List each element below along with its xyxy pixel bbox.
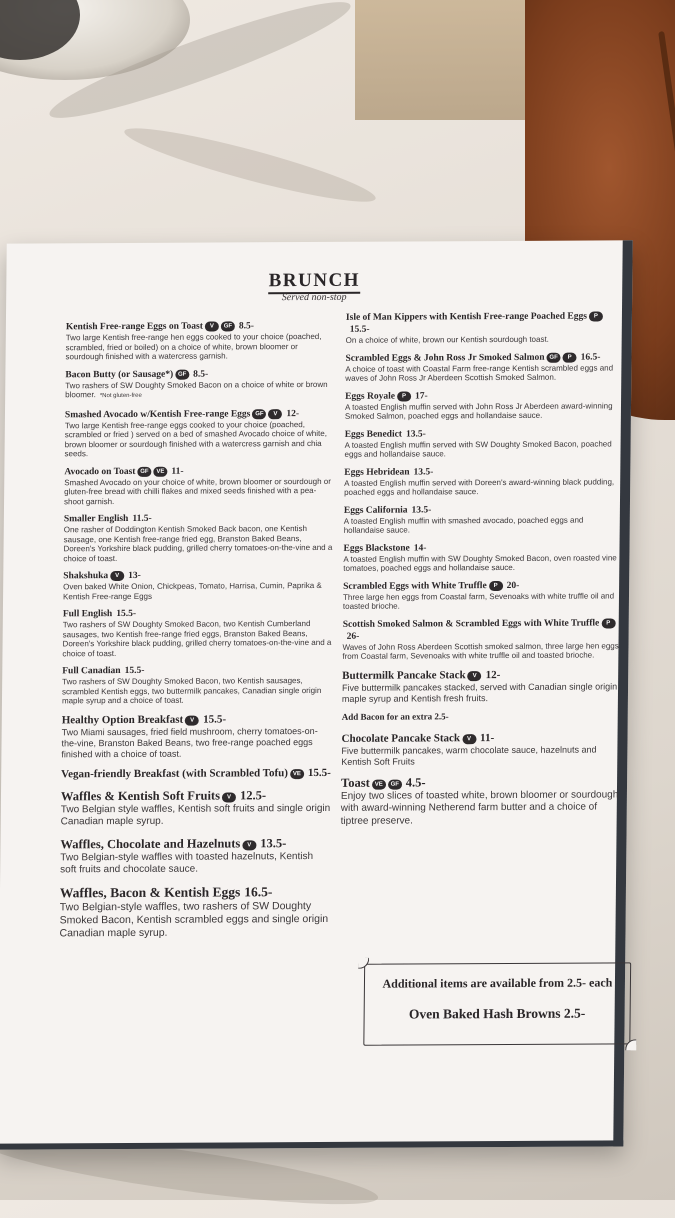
menu-item [345, 389, 625, 421]
menu-item-price: 14- [413, 542, 427, 553]
dietary-badge-icon: V [205, 321, 219, 331]
menu-item [60, 834, 330, 876]
menu-item-name [61, 786, 331, 803]
menu-item-description: A choice of toast with Coastal Farm free-range Kentish scrambled eggs and waves of John Ross Jr Aberdeen Scottish Smoked Salmon. [345, 362, 614, 383]
left-column [59, 320, 336, 947]
menu-card [0, 240, 633, 1149]
dietary-badge-icon: V [110, 571, 124, 581]
item-title: Waffles, Bacon & Kentish Eggs [59, 883, 241, 900]
menu-item-price: 16.5- [580, 351, 601, 363]
dietary-badge-icon: V [242, 840, 256, 850]
menu-item [61, 786, 331, 828]
menu-item-price: 15.5- [307, 766, 331, 779]
menu-item-price: 13.5- [260, 835, 287, 850]
menu-item-name [62, 711, 332, 726]
add-bacon-note: Add Bacon for an extra 2.5- [341, 710, 449, 722]
dietary-badge-icon: GF [221, 321, 235, 331]
item-title: Scrambled Eggs with White Truffle [343, 580, 487, 592]
menu-item-description: On a choice of white, brown our Kentish sourdough toast. [345, 334, 549, 345]
menu-item-price: 13- [128, 570, 141, 581]
menu-item [65, 407, 336, 458]
item-title: Eggs California [343, 505, 408, 516]
menu-item-name [60, 834, 330, 851]
menu-item-description: One rasher of Doddington Kentish Smoked Back bacon, one Kentish sausage, one Kentish free-range fried egg, Branston Baked Beans, Doreen's Yorkshire black pudding, grilled cherry tomatoes-on-the-vine and a choice of toast. [63, 524, 333, 563]
menu-subtitle: Served non-stop [281, 291, 347, 304]
dietary-badge-icon: VE [372, 779, 386, 789]
dietary-badge-icon: VE [290, 769, 304, 779]
menu-item-description: Two rashers of SW Doughty Smoked Bacon on a choice of white or brown bloomer. *Not gluten-free [65, 379, 328, 400]
item-title: Eggs Hebridean [344, 466, 410, 478]
menu-item-price: 15.5- [349, 324, 370, 335]
additional-items-text: Additional items are available from 2.5- each [382, 975, 613, 991]
menu-item [341, 773, 622, 828]
menu-item-price: 17- [414, 390, 428, 401]
menu-item-price: 13.5- [413, 466, 434, 477]
dietary-badge-icon: P [397, 391, 411, 401]
dietary-badge-icon: V [185, 715, 199, 725]
menu-item-price: 8.5- [193, 369, 209, 380]
item-title: Full Canadian [62, 666, 121, 677]
item-title: Chocolate Pancake Stack [341, 731, 461, 745]
marble-vein [121, 117, 380, 213]
menu-item-name [346, 310, 626, 335]
menu-item-price: 12- [485, 668, 501, 681]
menu-item-price: 12- [286, 408, 300, 419]
menu-item [342, 667, 622, 704]
menu-item-description: Five buttermilk pancakes, warm chocolate sauce, hazelnuts and Kentish Soft Fruits [341, 744, 597, 767]
menu-item [345, 351, 625, 383]
item-title: Eggs Royale [345, 391, 396, 402]
menu-item-name [345, 351, 625, 364]
menu-item-description: Two Belgian-style waffles, two rashers of SW Doughty Smoked Bacon, Kentish scrambled eggs and single origin Canadian maple syrup. [59, 899, 329, 939]
right-column [341, 310, 626, 835]
dietary-badge-icon: GF [252, 409, 266, 419]
item-title: Waffles, Chocolate and Hazelnuts [60, 835, 241, 851]
dietary-badge-icon: V [222, 792, 236, 802]
menu-item [61, 711, 331, 759]
menu-item-description: A toasted English muffin served with Doreen's award-winning black pudding, poached eggs and hollandaise sauce. [344, 476, 615, 497]
menu-item [59, 882, 330, 939]
menu-item [62, 607, 333, 658]
item-title: Smaller English [63, 513, 129, 525]
item-title: Eggs Benedict [344, 429, 403, 440]
menu-item-description: Smashed Avocado on your choice of white, brown bloomer or sourdough or gluten-free bread with chilli flakes and mixed seeds finished with a pea-shoot garnish. [64, 476, 331, 506]
item-title: Waffles & Kentish Soft Fruits [60, 788, 221, 803]
menu-item-description: Two large Kentish free-range eggs cooked to your choice (poached, scrambled or fried ) served on a bed of smashed Avocado choice of white, brown bloomer or sourdough finished with a watercress garnish and chia seeds. [64, 419, 328, 459]
item-title: Bacon Butty (or Sausage*) [65, 369, 174, 380]
item-title: Toast [341, 775, 370, 790]
menu-item-price: 20- [506, 580, 520, 591]
menu-item [63, 512, 334, 563]
item-title: Avocado on Toast [64, 466, 136, 477]
menu-item [344, 465, 624, 497]
item-title: Scottish Smoked Salmon & Scrambled Eggs with White Truffle [342, 618, 600, 630]
dietary-badge-icon: V [462, 734, 476, 744]
menu-item-description: Three large hen eggs from Coastal farm, Sevenoaks with white truffle oil and toasted brioche. [342, 590, 615, 611]
item-title: Shakshuka [63, 571, 109, 582]
menu-item-description: A toasted English muffin served with SW Doughty Smoked Bacon, poached eggs and hollandaise sauce. [344, 438, 612, 459]
menu-title: BRUNCH [6, 268, 622, 293]
menu-item-name [342, 667, 622, 682]
menu-item-price: 12.5- [239, 787, 267, 802]
menu-item-name [341, 730, 621, 745]
menu-item-description: A toasted English muffin with smashed avocado, poached eggs and hollandaise sauce. [343, 515, 584, 535]
menu-item-name [343, 617, 623, 642]
hash-browns-text: Oven Baked Hash Browns 2.5- [408, 1005, 586, 1022]
menu-item-name [341, 773, 621, 790]
menu-item [344, 503, 624, 535]
menu-item-description: Two rashers of SW Doughty Smoked Bacon, two Kentish Cumberland sausages, two Kentish free-range fried eggs, Branston Baked Beans, Doreen's Yorkshire black pudding, grilled cherry tomatoes-on-the-vine and a choice of toast. [62, 619, 332, 658]
menu-item [341, 730, 621, 767]
menu-item-name [61, 765, 331, 780]
menu-item [343, 579, 623, 611]
item-note: *Not gluten-free [99, 392, 142, 400]
menu-item [344, 427, 624, 459]
menu-item-description: A toasted English muffin with SW Doughty Smoked Bacon, oven roasted vine tomatoes, poached eggs and hollandaise sauce. [343, 552, 617, 573]
menu-item-price: 13.5- [411, 504, 432, 515]
dietary-badge-icon: P [589, 311, 603, 321]
menu-item [63, 569, 333, 601]
menu-item-description: Two Belgian style waffles, Kentish soft fruits and single origin Canadian maple syrup. [60, 802, 331, 828]
menu-item-description: Two Miami sausages, fried field mushroom, cherry tomatoes-on-the-vine, Branston Baked Beans, two free-range poached eggs finished with a choice of toast. [61, 725, 318, 759]
item-title: Healthy Option Breakfast [61, 713, 184, 726]
chair-seam [658, 31, 675, 329]
menu-item-price: 11.5- [132, 513, 152, 524]
item-title: Scrambled Eggs & John Ross Jr Smoked Salmon [345, 352, 545, 364]
menu-item-price: 4.5- [405, 774, 426, 790]
menu-item [61, 765, 331, 780]
dietary-badge-icon: V [468, 671, 482, 681]
menu-item-price: 13.5- [405, 428, 426, 440]
dietary-badge-icon: GF [175, 369, 189, 379]
menu-item [346, 310, 626, 345]
menu-item-price: 16.5- [244, 883, 273, 899]
dietary-badge-icon: GF [137, 466, 151, 476]
menu-item-price: 15.5- [203, 712, 227, 726]
dietary-badge-icon: GF [547, 352, 561, 362]
menu-item [64, 464, 334, 506]
item-title: Smashed Avocado w/Kentish Free-range Eggs [64, 408, 251, 420]
menu-item-description: Two large Kentish free-range hen eggs cooked to your choice (poached, scrambled, fried or boiled) on a choice of white, brown bloomer or sourdough finished with a watercress garnish. [65, 331, 322, 362]
menu-item-description: Oven baked White Onion, Chickpeas, Tomato, Harrisa, Cumin, Paprika & Kentish Free-range Eggs [63, 580, 322, 601]
menu-item-description: Five buttermilk pancakes stacked, served with Canadian single origin maple syrup and Kentish fresh fruits. [341, 680, 618, 704]
menu-item-description: Waves of John Ross Aberdeen Scottish smoked salmon, three large hen eggs from Coastal farm, Sevenoaks with white truffle oil and toasted brioche. [342, 640, 619, 661]
menu-item-price: 26- [346, 631, 360, 642]
menu-item-name [65, 407, 335, 420]
dietary-badge-icon: VE [153, 466, 167, 476]
menu-item-price: 15.5- [116, 608, 137, 620]
item-title: Vegan-friendly Breakfast (with Scrambled Tofu) [61, 766, 289, 780]
dietary-badge-icon: P [563, 352, 577, 362]
menu-item [342, 617, 622, 661]
menu-item-name [60, 882, 330, 900]
menu-item-price: 11- [480, 731, 495, 744]
menu-item-description: Two rashers of SW Doughty Smoked Bacon, two Kentish sausages, scrambled Kentish eggs, two buttermilk pancakes, Canadian single origin maple syrup and a choice of toast. [61, 676, 322, 706]
menu-item-description: A toasted English muffin served with John Ross Jr Aberdeen award-winning Smoked Salmon, poached eggs and hollandaise sauce. [344, 400, 613, 421]
additional-items-box [363, 962, 631, 1045]
menu-item-price: 15.5- [124, 665, 145, 676]
item-title: Eggs Blackstone [343, 542, 410, 554]
dietary-badge-icon: GF [388, 779, 402, 789]
menu-item [62, 664, 332, 706]
menu-item [65, 367, 335, 401]
item-title: Kentish Free-range Eggs on Toast [65, 321, 203, 333]
dietary-badge-icon: V [268, 409, 282, 419]
item-title: Isle of Man Kippers with Kentish Free-range Poached Eggs [345, 311, 588, 323]
menu-item [343, 541, 623, 573]
dietary-badge-icon: P [489, 581, 503, 591]
dietary-badge-icon: P [601, 618, 615, 628]
menu-item-description: Two Belgian-style waffles with toasted hazelnuts, Kentish soft fruits and chocolate sauce. [60, 850, 314, 876]
menu-item-price: 8.5- [238, 321, 255, 332]
item-title: Full English [62, 609, 113, 620]
menu-item [66, 320, 336, 362]
menu-item-description: Enjoy two slices of toasted white, brown bloomer or sourdough with award-winning Netherend farm butter and a choice of tiptree preserve. [340, 788, 619, 827]
item-title: Buttermilk Pancake Stack [342, 668, 466, 682]
menu-item-price: 11- [171, 466, 184, 477]
